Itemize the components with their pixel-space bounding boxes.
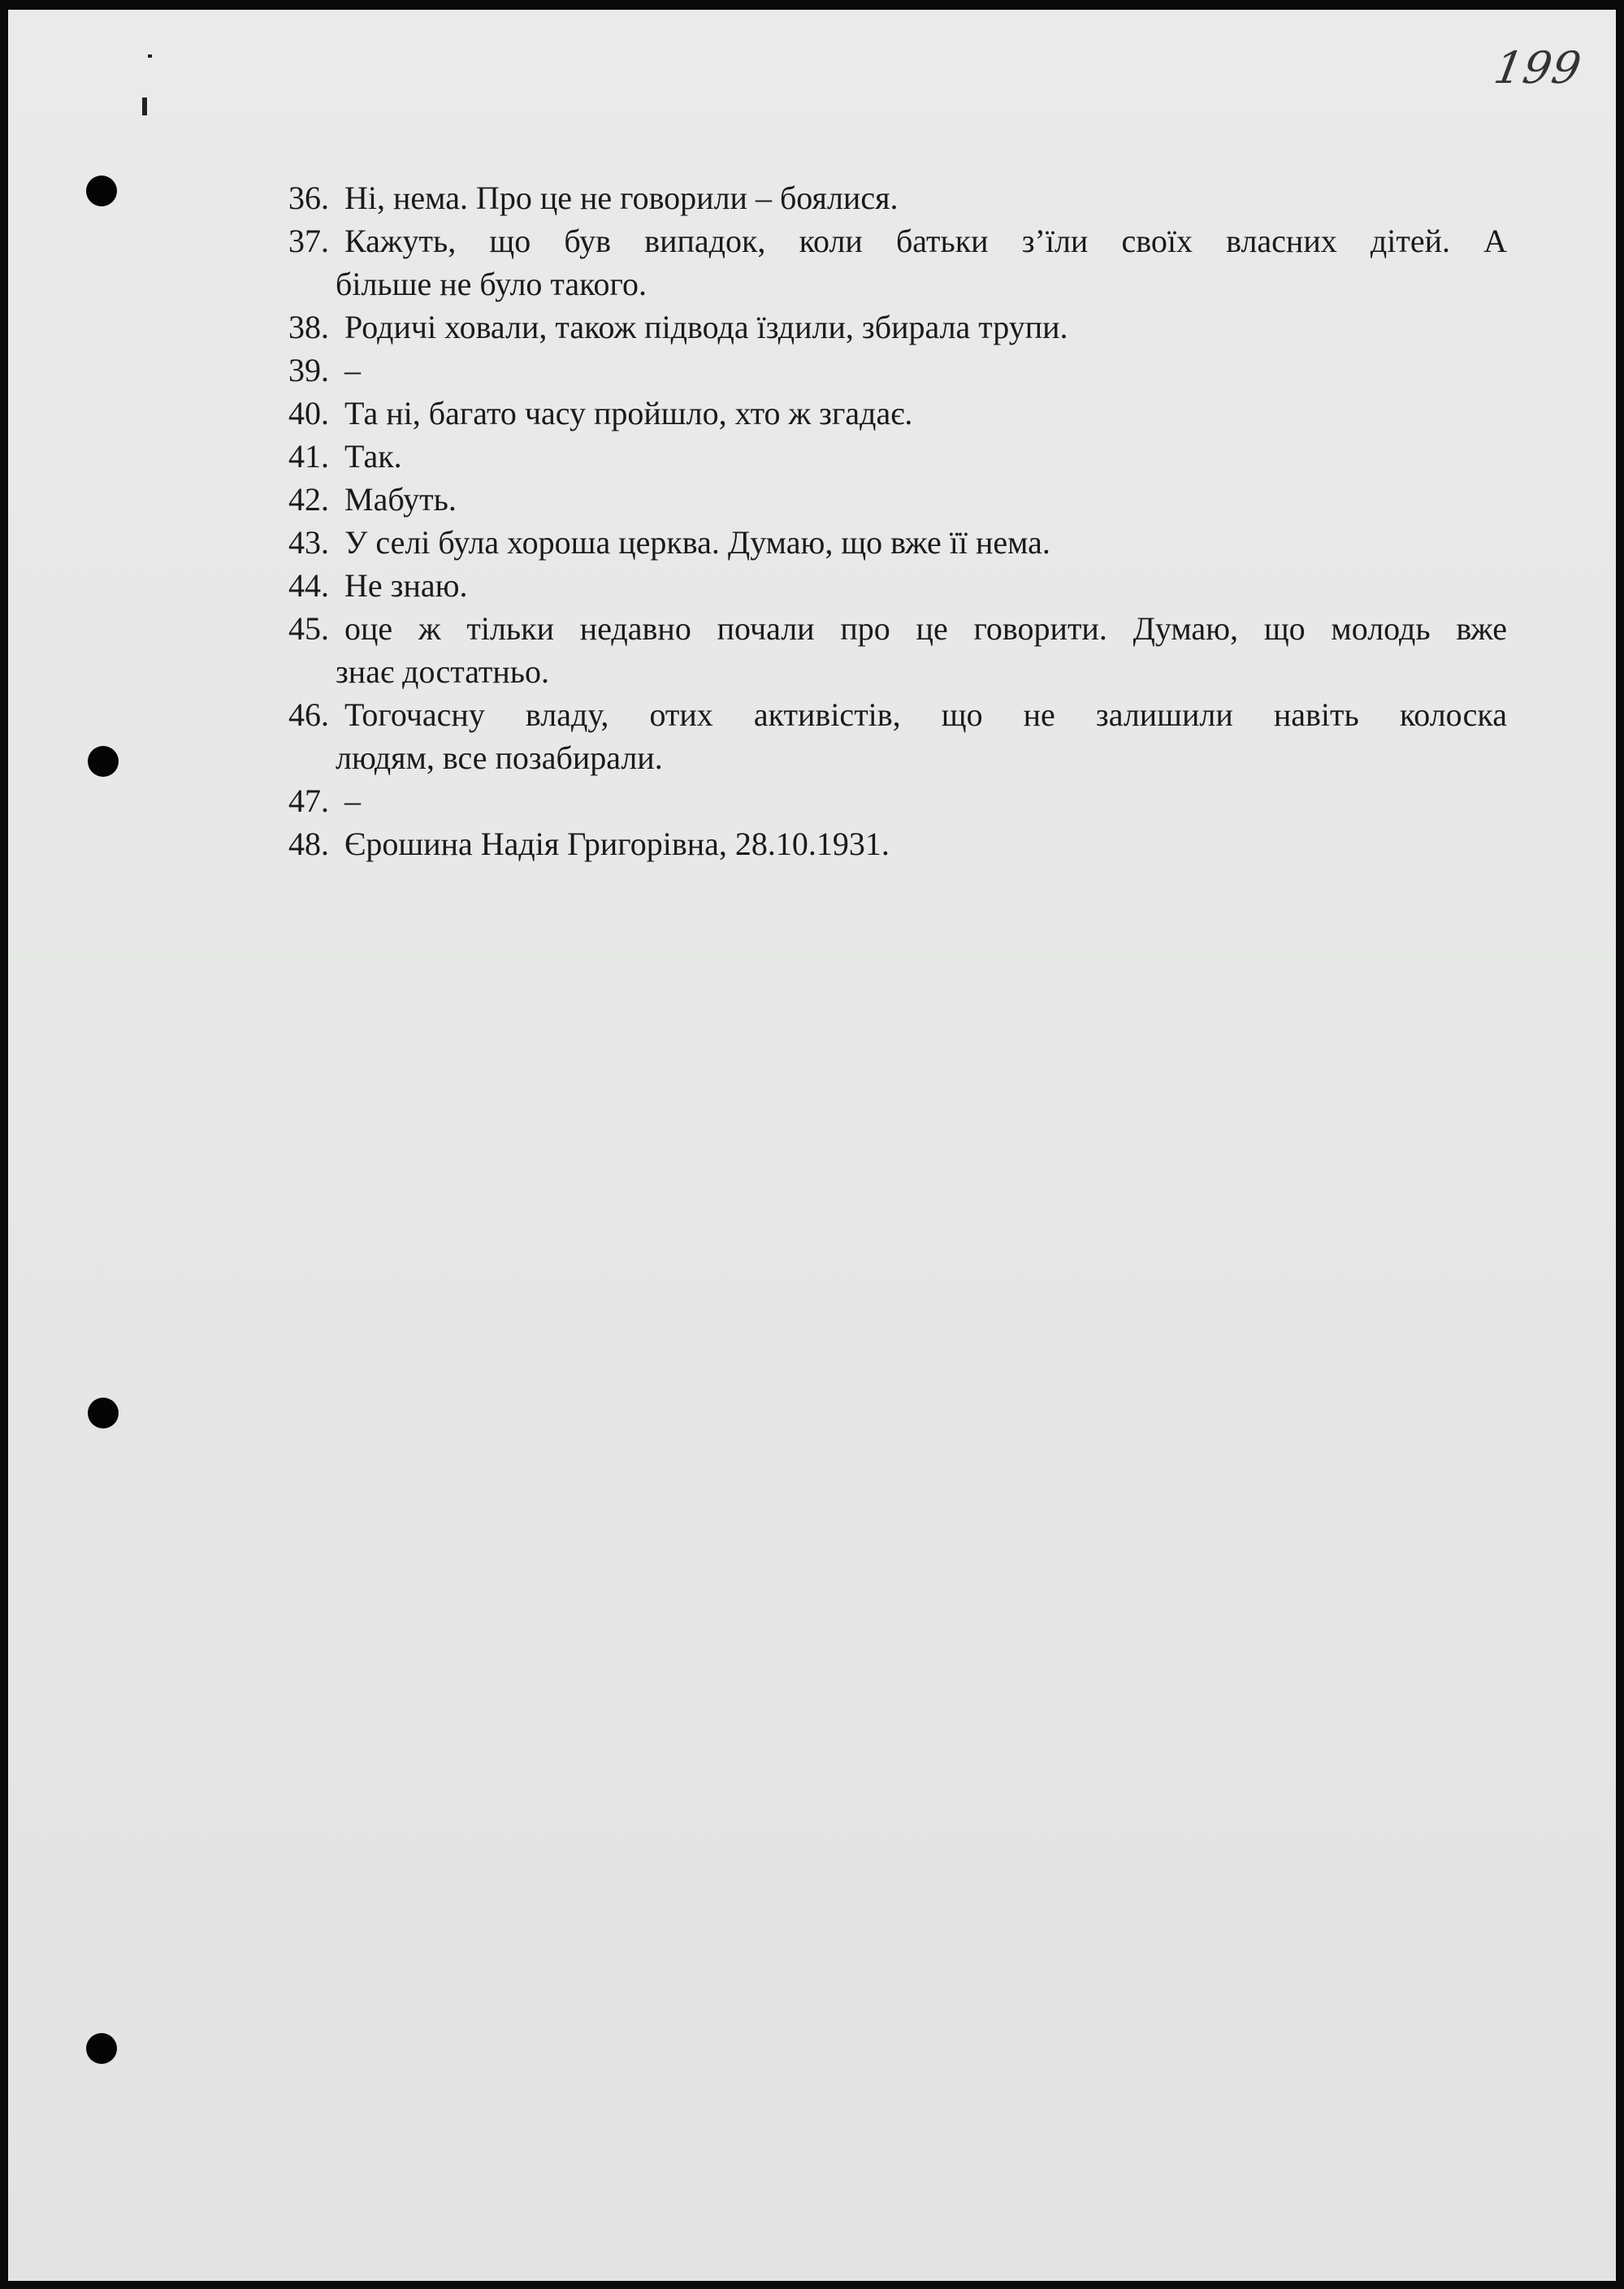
answer-text: У селі була хороша церква. Думаю, що вже її нема.	[344, 524, 1050, 561]
answer-item	[288, 478, 1507, 521]
answer-number: 47.	[288, 783, 329, 819]
scan-mark	[142, 98, 147, 115]
answer-number: 48.	[288, 826, 329, 862]
answer-list	[288, 176, 1507, 865]
answer-number: 41.	[288, 438, 329, 475]
answer-item	[288, 564, 1507, 607]
answer-text: Родичі ховали, також підвода їздили, збирала трупи.	[344, 309, 1068, 345]
answer-item	[288, 176, 1507, 219]
answer-number: 39.	[288, 352, 329, 388]
answer-text: Та ні, багато часу пройшло, хто ж згадає.	[344, 395, 913, 431]
punch-hole	[86, 176, 117, 206]
answer-text: Тогочасну владу, отих активістів, що не залишили навіть колоска	[344, 696, 1507, 733]
answer-text: –	[344, 352, 361, 388]
handwritten-page-number: 199	[1490, 42, 1586, 93]
answer-text: людям, все позабирали.	[336, 739, 663, 776]
answer-text: –	[344, 783, 361, 819]
answer-item	[288, 779, 1507, 822]
answer-item	[288, 219, 1507, 306]
answer-text: Мабуть.	[344, 481, 457, 518]
document-page	[8, 10, 1616, 2281]
answer-text: Ні, нема. Про це не говорили – боялися.	[344, 180, 899, 216]
answer-number: 45.	[288, 610, 329, 647]
punch-hole	[88, 746, 119, 777]
answer-item	[288, 435, 1507, 478]
answer-number: 43.	[288, 524, 329, 561]
answer-number: 44.	[288, 567, 329, 604]
answer-text: оце ж тільки недавно почали про це говорити. Думаю, що молодь вже	[344, 610, 1507, 647]
answer-text: Кажуть, що був випадок, коли батьки з’їли своїх власних дітей. А	[344, 223, 1507, 259]
answer-item	[288, 392, 1507, 435]
answer-text: Так.	[344, 438, 402, 475]
punch-hole	[86, 2033, 117, 2064]
answer-item	[288, 306, 1507, 349]
answer-number: 42.	[288, 481, 329, 518]
answer-item	[288, 349, 1507, 392]
answer-text: Єрошина Надія Григорівна, 28.10.1931.	[344, 826, 890, 862]
answer-item	[288, 521, 1507, 564]
answer-text: більше не було такого.	[336, 266, 647, 302]
scan-mark	[148, 54, 152, 58]
answer-item	[288, 822, 1507, 865]
answer-number: 37.	[288, 223, 329, 259]
answer-item	[288, 693, 1507, 779]
answer-text: знає достатньо.	[336, 653, 550, 690]
answer-number: 40.	[288, 395, 329, 431]
answer-number: 46.	[288, 696, 329, 733]
answer-number: 38.	[288, 309, 329, 345]
answer-number: 36.	[288, 180, 329, 216]
punch-hole	[88, 1398, 119, 1428]
answer-item	[288, 607, 1507, 693]
answer-text: Не знаю.	[344, 567, 468, 604]
